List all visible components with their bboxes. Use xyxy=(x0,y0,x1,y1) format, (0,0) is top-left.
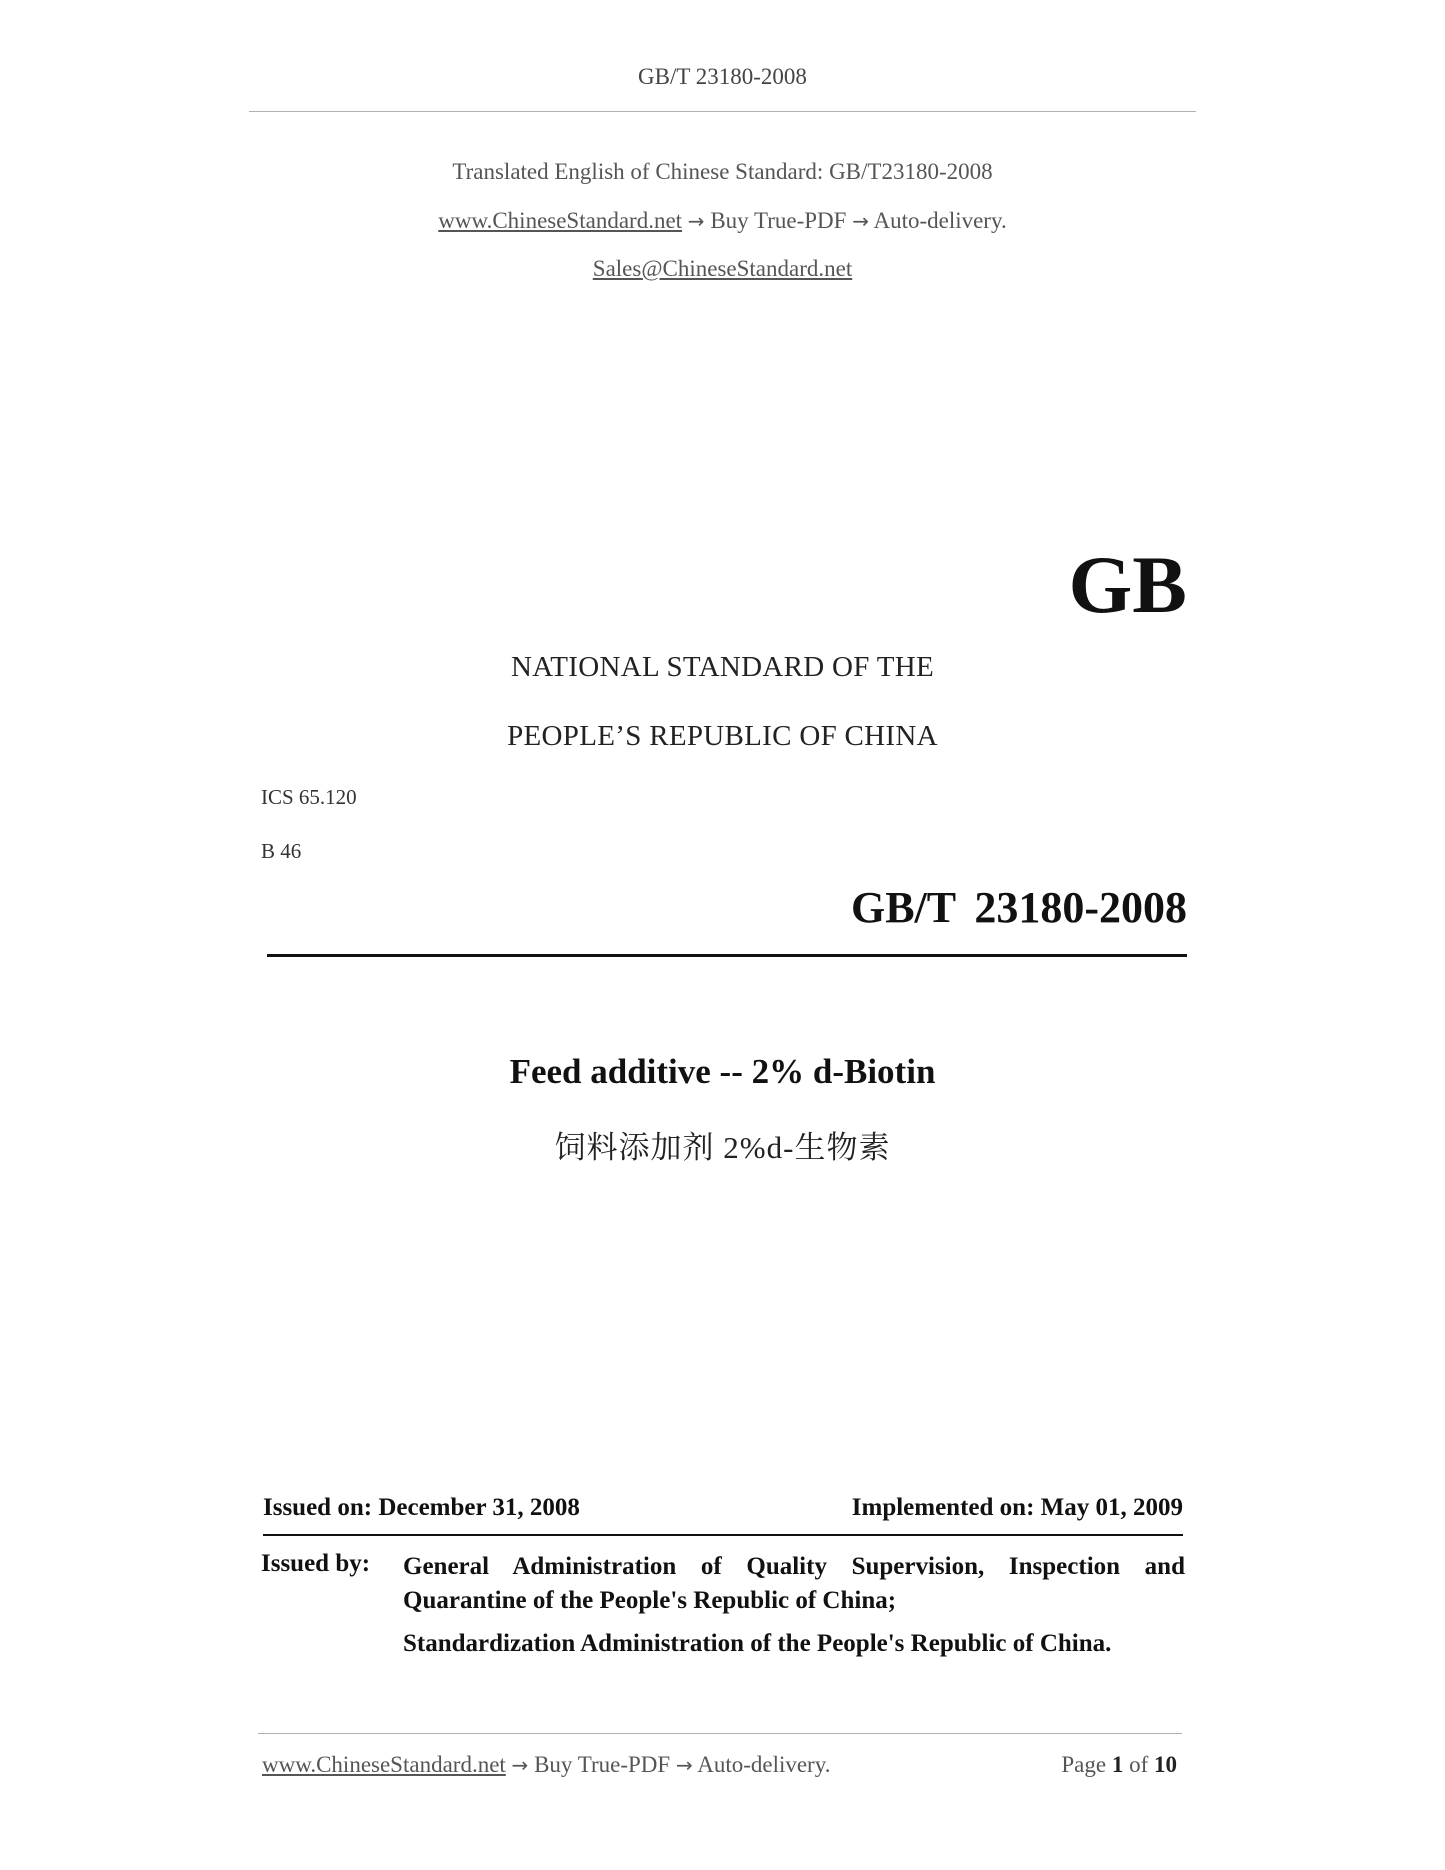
ccs-code: B 46 xyxy=(261,839,302,863)
translation-notice: Translated English of Chinese Standard: GB/T23180-2008 xyxy=(452,159,993,184)
issued-by-label: Issued by: xyxy=(261,1550,371,1577)
arrow-right-icon: → xyxy=(675,1753,693,1777)
gb-mark: GB xyxy=(1068,539,1187,630)
standard-number-rule xyxy=(267,954,1187,957)
national-standard-line2: PEOPLE’S REPUBLIC OF CHINA xyxy=(507,720,938,752)
issuer-sac: Standardization Administration of the People's Republic of China. xyxy=(403,1630,1112,1657)
ics-code: ICS 65.120 xyxy=(261,785,357,809)
implemented-on: Implemented on: May 01, 2009 xyxy=(851,1494,1183,1521)
page-total: 10 xyxy=(1154,1752,1177,1777)
promo-line xyxy=(0,208,1445,234)
email-line xyxy=(0,256,1445,282)
buy-true-pdf-text: Buy True-PDF xyxy=(710,208,847,233)
auto-delivery-text: Auto-delivery. xyxy=(873,208,1007,233)
arrow-right-icon: → xyxy=(852,209,869,233)
running-header: GB/T 23180-2008 xyxy=(638,64,807,89)
national-standard-line1: NATIONAL STANDARD OF THE xyxy=(511,651,934,683)
issued-on: Issued on: December 31, 2008 xyxy=(263,1494,580,1521)
issuer-aqsiq: General Administration of Quality Supervision, Inspection and Quarantine of the People's Republic of China; xyxy=(403,1553,1185,1614)
page-word: Page xyxy=(1061,1752,1107,1777)
site-link[interactable]: www.ChineseStandard.net xyxy=(438,208,683,233)
arrow-right-icon: → xyxy=(687,209,705,233)
title-english: Feed additive -- 2% d-Biotin xyxy=(509,1052,936,1091)
footer-promo xyxy=(262,1752,830,1778)
page-indicator xyxy=(1061,1752,1177,1778)
footer-divider xyxy=(258,1733,1182,1734)
sales-email-link[interactable]: Sales@ChineseStandard.net xyxy=(592,256,853,281)
arrow-right-icon: → xyxy=(511,1753,529,1777)
footer-site-link[interactable]: www.ChineseStandard.net xyxy=(262,1752,506,1777)
of-word: of xyxy=(1129,1752,1149,1777)
title-chinese: 饲料添加剂 2%d-生物素 xyxy=(554,1130,891,1165)
page-current: 1 xyxy=(1111,1752,1124,1777)
standard-number: GB/T 23180-2008 xyxy=(850,883,1187,932)
dates-rule xyxy=(263,1534,1183,1536)
footer-auto-text: Auto-delivery. xyxy=(697,1752,831,1777)
footer-buy-text: Buy True-PDF xyxy=(534,1752,671,1777)
header-divider xyxy=(249,111,1196,112)
